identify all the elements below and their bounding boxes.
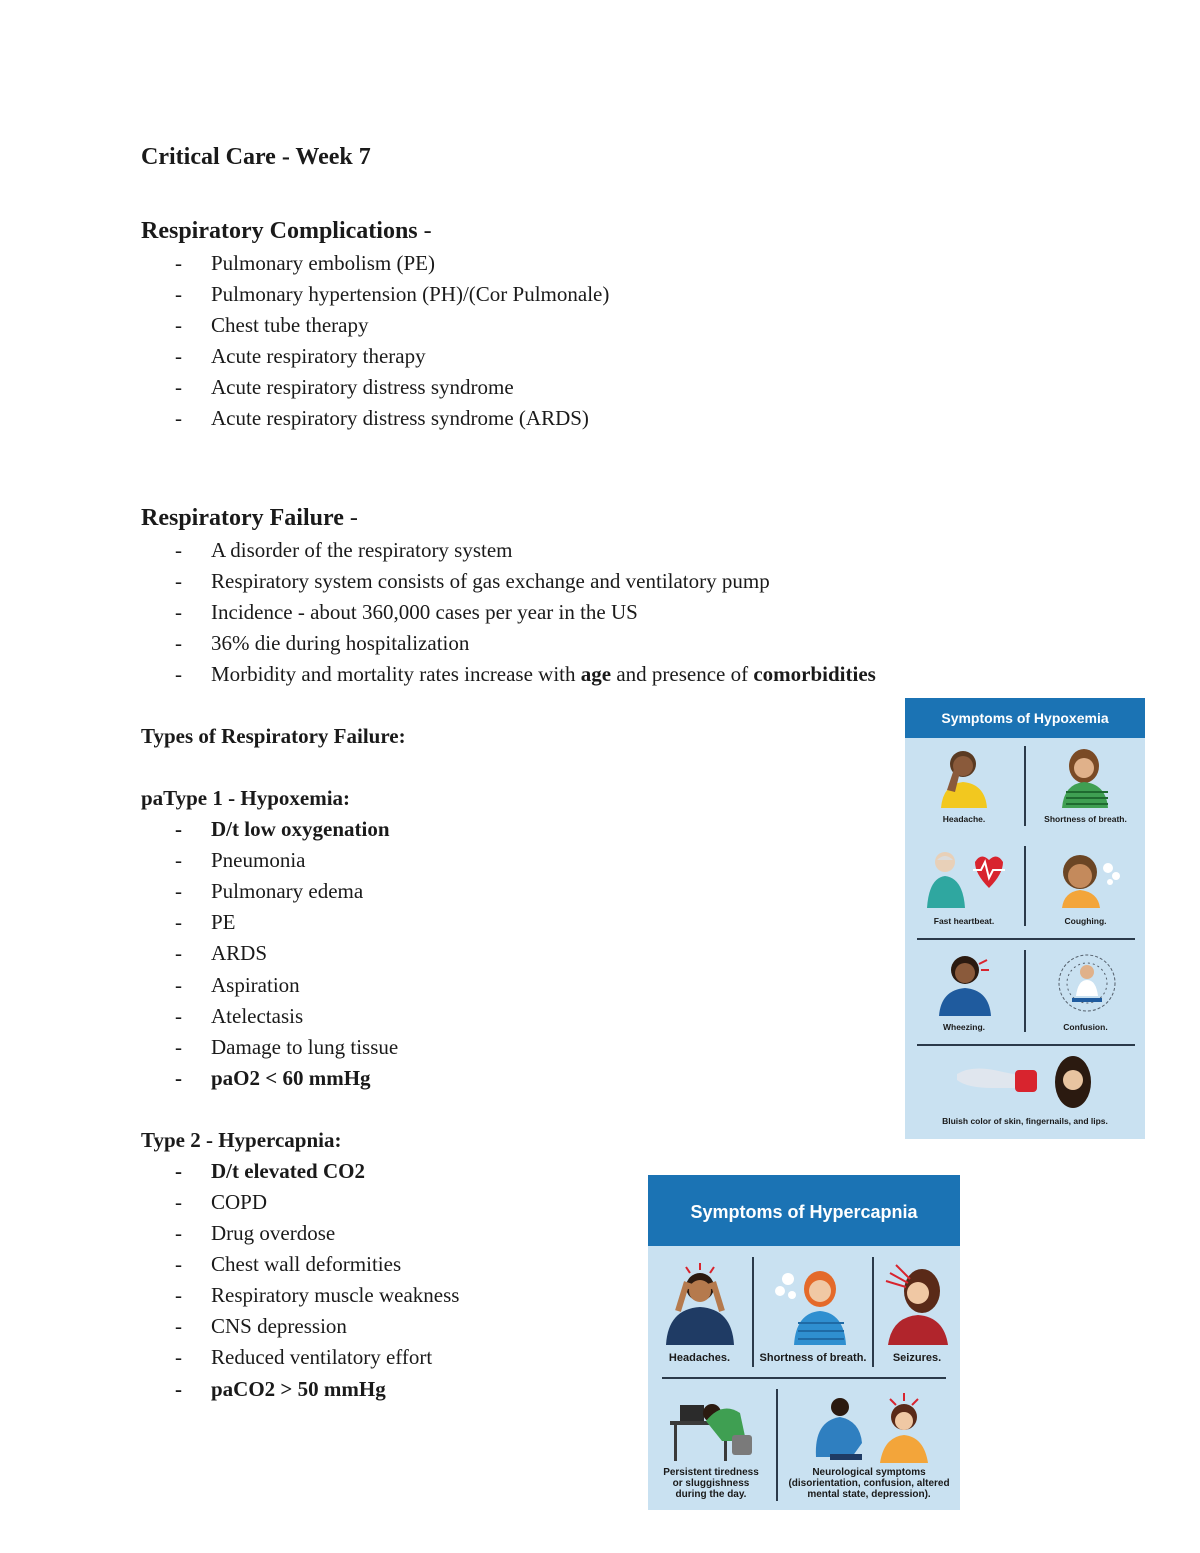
shortness-of-breath-symptom: Shortness of breath.: [754, 1255, 872, 1375]
list-item: - Acute respiratory distress syndrome: [141, 372, 1021, 403]
wheezing-figure-icon: [935, 950, 995, 1016]
list-item: - PE: [141, 907, 1021, 938]
list-item: - Drug overdose: [141, 1218, 1021, 1249]
types-heading: Types of Respiratory Failure:: [141, 724, 406, 749]
list-item: - Damage to lung tissue: [141, 1032, 1021, 1063]
list-item: - 36% die during hospitalization: [141, 628, 1021, 659]
list-item: - Pulmonary embolism (PE): [141, 248, 1021, 279]
list-item: - Pneumonia: [141, 845, 1021, 876]
confusion-figure-icon: [1056, 950, 1118, 1016]
seizures-figure-icon: [882, 1261, 954, 1345]
shortness-of-breath-figure-icon: [1054, 746, 1114, 808]
list-item: - Aspiration: [141, 970, 1021, 1001]
wheezing-symptom: Wheezing.: [905, 946, 1023, 1038]
neurological-figure-icon: [800, 1391, 940, 1463]
divider: [917, 1044, 1135, 1046]
divider: [662, 1377, 946, 1379]
bluish-skin-symptom: Bluish color of skin, fingernails, and lips.: [905, 1050, 1145, 1139]
respiratory-failure-list: [141, 535, 1021, 690]
list-item: - paO2 < 60 mmHg: [141, 1063, 1021, 1094]
headache-symptom: Headache.: [905, 742, 1023, 830]
respiratory-complications-list: [141, 248, 1021, 435]
bluish-skin-figure-icon: [953, 1054, 1093, 1114]
list-item: - Chest tube therapy: [141, 310, 1021, 341]
list-item: - Acute respiratory distress syndrome (ARDS): [141, 403, 1021, 434]
fast-heartbeat-figure-icon: [925, 848, 1009, 908]
list-item: - Incidence - about 360,000 cases per year in the US: [141, 597, 1021, 628]
list-item: - ARDS: [141, 938, 1021, 969]
document-title: Critical Care - Week 7: [141, 144, 371, 170]
list-item: - Chest wall deformities: [141, 1249, 1021, 1280]
divider: [917, 938, 1135, 940]
confusion-symptom: Confusion.: [1026, 946, 1145, 1038]
type1-heading: paType 1 - Hypoxemia:: [141, 786, 351, 811]
list-item: - CNS depression: [141, 1311, 1021, 1342]
hypoxemia-infographic: [905, 698, 1145, 1139]
headaches-symptom: Headaches.: [648, 1255, 751, 1375]
list-item: - paCO2 > 50 mmHg: [141, 1374, 1021, 1405]
list-item: - Pulmonary hypertension (PH)/(Cor Pulmonale): [141, 279, 1021, 310]
list-item: - Respiratory muscle weakness: [141, 1280, 1021, 1311]
section-heading-respiratory-failure: Respiratory Failure -: [141, 504, 358, 531]
list-item: - COPD: [141, 1187, 1021, 1218]
persistent-tiredness-symptom: Persistent tiredness or sluggishness during the day.: [648, 1385, 774, 1510]
list-item: - Morbidity and mortality rates increase with age and presence of comorbidities: [141, 659, 1021, 690]
list-item: - Pulmonary edema: [141, 876, 1021, 907]
headache-figure-icon: [933, 746, 993, 808]
tiredness-figure-icon: [666, 1391, 762, 1463]
section-heading-respiratory-complications: Respiratory Complications -: [141, 218, 432, 244]
list-item: - D/t low oxygenation: [141, 814, 1021, 845]
list-item: - Atelectasis: [141, 1001, 1021, 1032]
shortness-of-breath-symptom: Shortness of breath.: [1026, 742, 1145, 830]
coughing-symptom: Coughing.: [1026, 842, 1145, 934]
list-item: - D/t elevated CO2: [141, 1156, 1021, 1187]
hypoxemia-infographic-title: Symptoms of Hypoxemia: [905, 698, 1145, 738]
headaches-figure-icon: [660, 1261, 740, 1345]
list-item: - Reduced ventilatory effort: [141, 1342, 1021, 1373]
type1-list: [141, 814, 1021, 1094]
fast-heartbeat-symptom: Fast heartbeat.: [905, 842, 1023, 934]
hypercapnia-infographic: [648, 1175, 960, 1510]
coughing-figure-icon: [1054, 848, 1124, 908]
shortness-of-breath-figure-icon: [770, 1261, 856, 1345]
list-item: - A disorder of the respiratory system: [141, 535, 1021, 566]
hypercapnia-infographic-title: Symptoms of Hypercapnia: [648, 1175, 960, 1246]
list-item: - Respiratory system consists of gas exchange and ventilatory pump: [141, 566, 1021, 597]
neurological-symptoms-symptom: Neurological symptoms (disorientation, confusion, altered mental state, depression).: [778, 1385, 960, 1510]
type2-heading: Type 2 - Hypercapnia:: [141, 1127, 342, 1152]
seizures-symptom: Seizures.: [874, 1255, 960, 1375]
list-item: - Acute respiratory therapy: [141, 341, 1021, 372]
